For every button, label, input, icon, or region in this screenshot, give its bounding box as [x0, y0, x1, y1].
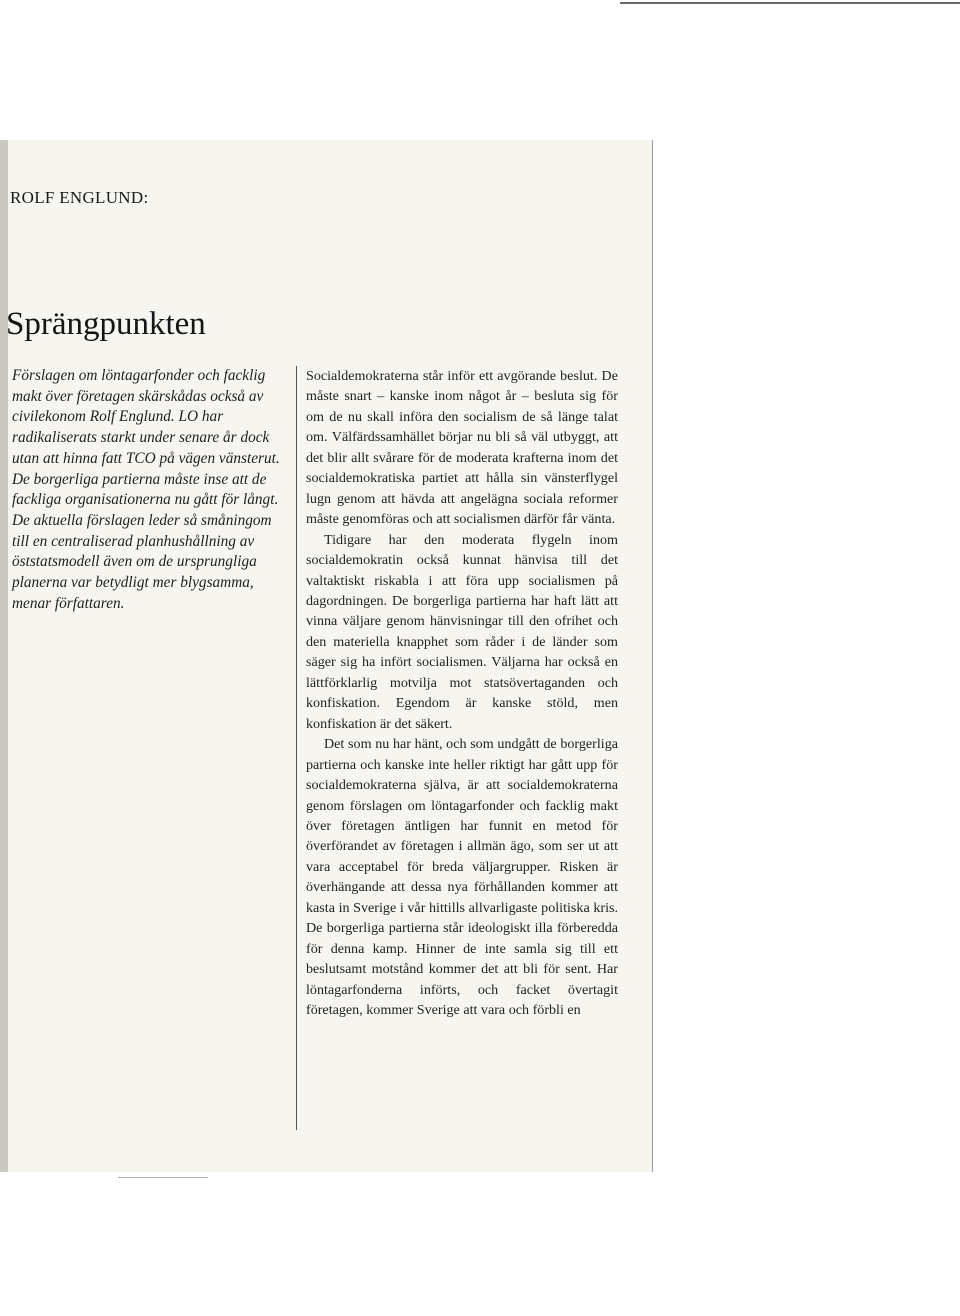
article-ingress	[12, 366, 284, 614]
ingress-text: Förslagen om löntagarfonder och facklig makt över företagen skärskådas också av civilekonom Rolf Englund. LO har radikaliserats starkt under senare år dock utan att hinna fatt TCO på vägen vänsterut. De borgerliga partierna måste inse att de fackliga organisationerna nu gått för långt. De aktuella förslagen leder så småningom till en centraliserad planhushållning av öststatsmodell även om de ursprungliga planerna var betydligt mer blygsamma, menar författaren.	[12, 367, 280, 612]
article-body	[306, 366, 618, 1021]
body-paragraph: Tidigare har den moderata flygeln inom socialdemokratin också kunnat hänvisa till det valtaktiskt riskabla i att föra upp socialismen på dagordningen. De borgerliga partierna har haft lätt att vinna väljare genom hänvisningar till den ofrihet och den materiella knapphet som råder i de länder som säger sig ha infört socialismen. Väljarna har också en lättförklarlig motvilja mot statsövertaganden och konfiskation. Egendom är kanske stöld, men konfiskation är det säkert.	[306, 531, 618, 732]
author-name: ROLF ENGLUND:	[10, 188, 149, 207]
page-gutter-shadow	[0, 140, 8, 1172]
column-rule	[296, 366, 297, 1130]
scan-edge-line	[620, 2, 960, 4]
body-paragraph: Det som nu har hänt, och som undgått de borgerliga partierna och kanske inte heller riktigt har gått upp för socialdemokraterna själva, är att socialdemokraterna genom förslagen om löntagarfonder och facklig makt över företagen äntligen har funnit en metod för överförandet av företagen i allmän ägo, som ser ut att vara acceptabel för breda väljargrupper. Risken är överhängande att dessa nya förhållanden kommer att kasta in Sverige i vår hittills allvarligaste politiska kris. De borgerliga partierna står ideologiskt illa förberedda för denna kamp. Hinner de inte samla sig till ett beslutsamt motstånd kommer det att bli för sent. Har löntagarfonderna införts, och facket övertagit företagen, kommer Sverige att vara och förbli en	[306, 736, 618, 1019]
body-paragraph: Socialdemokraterna står inför ett avgörande beslut. De måste snart – kanske inom något år – besluta sig för om de nu skall införa den socialism de så länge talat om. Välfärdssamhället börjar nu bli så väl utbyggt, att det blir allt svårare för de moderata krafterna inom det socialdemokratiska partiet att hålla sin vänsterflygel lugn genom att hävda att angelägna sociala reformer måste genomföras och att socialismen därför får vänta.	[306, 368, 618, 528]
article-title: Sprängpunkten	[6, 306, 206, 342]
scan-edge-mark	[118, 1177, 208, 1178]
